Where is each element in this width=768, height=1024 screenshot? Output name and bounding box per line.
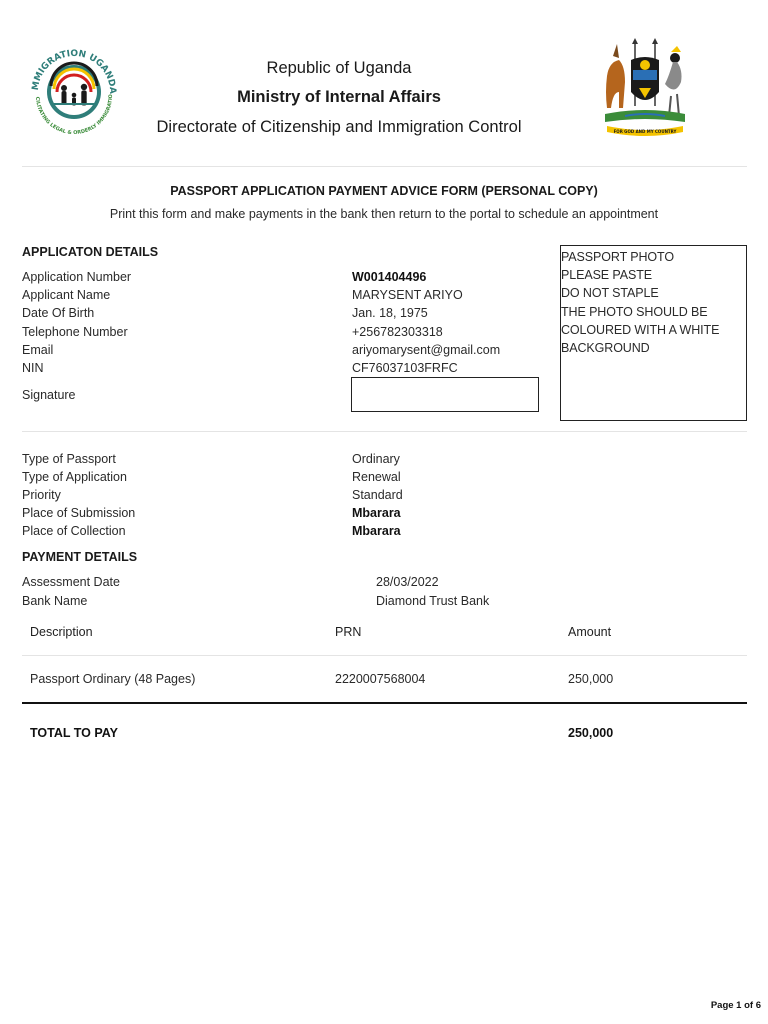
priority-value: Standard xyxy=(352,488,403,502)
directorate-name: Directorate of Citizenship and Immigration Control xyxy=(156,118,522,136)
submission-place-value: Mbarara xyxy=(352,506,401,520)
total-label: TOTAL TO PAY xyxy=(30,726,118,740)
photo-instruction-line: COLOURED WITH A WHITE xyxy=(561,322,720,337)
passport-type-label: Type of Passport xyxy=(22,452,116,466)
collection-place-label: Place of Collection xyxy=(22,524,126,538)
photo-instruction-line: BACKGROUND xyxy=(561,341,650,356)
photo-instruction-line: PASSPORT PHOTO xyxy=(561,250,674,264)
country-name: Republic of Uganda xyxy=(266,59,412,77)
total-divider xyxy=(22,702,747,704)
table-header-description: Description xyxy=(30,625,93,639)
logo-left-bottom-text: CILITATING LEGAL & ORDERLY IMMIGRATIO xyxy=(33,94,115,137)
logo-left-top-text: MMIGRATION UGANDA xyxy=(30,48,118,95)
applicant-details-heading: APPLICATON DETAILS xyxy=(22,245,159,259)
telephone-number-value: +256782303318 xyxy=(352,325,443,339)
telephone-number-label: Telephone Number xyxy=(22,325,128,339)
table-header-prn: PRN xyxy=(335,625,362,639)
date-of-birth-value: Jan. 18, 1975 xyxy=(352,306,428,320)
header-divider xyxy=(22,166,747,167)
date-of-birth-label: Date Of Birth xyxy=(22,306,95,320)
coat-of-arms-motto: FOR GOD AND MY COUNTRY xyxy=(613,129,677,134)
bank-name-label: Bank Name xyxy=(22,594,88,608)
total-value: 250,000 xyxy=(568,726,614,740)
passport-photo-box xyxy=(560,245,747,421)
form-instructions: Print this form and make payments in the bank then return to the portal to schedule an appointment xyxy=(109,207,659,221)
nin-value: CF76037103FRFC xyxy=(352,361,458,375)
collection-place-value: Mbarara xyxy=(352,524,401,538)
application-number-label: Application Number xyxy=(22,270,132,284)
submission-place-label: Place of Submission xyxy=(22,506,136,520)
assessment-date-label: Assessment Date xyxy=(22,575,120,589)
bank-name-value: Diamond Trust Bank xyxy=(376,594,490,608)
email-value: ariyomarysent@gmail.com xyxy=(352,343,501,357)
photo-instruction-line: PLEASE PASTE xyxy=(561,268,652,283)
table-header-divider xyxy=(22,655,747,656)
application-type-value: Renewal xyxy=(352,470,401,484)
signature-box xyxy=(351,377,539,412)
payment-details-heading: PAYMENT DETAILS xyxy=(22,550,138,564)
photo-instruction-line: DO NOT STAPLE xyxy=(561,286,659,301)
row-amount: 250,000 xyxy=(568,672,614,686)
page-number: Page 1 of 6 xyxy=(710,1000,761,1011)
applicant-name-label: Applicant Name xyxy=(22,288,111,302)
signature-label: Signature xyxy=(22,388,76,402)
application-number-value: W001404496 xyxy=(352,270,427,284)
application-type-label: Type of Application xyxy=(22,470,127,484)
photo-instruction-line: THE PHOTO SHOULD BE xyxy=(561,304,708,319)
coat-of-arms-emblem xyxy=(595,36,695,140)
applicant-name-value: MARYSENT ARIYO xyxy=(352,288,463,302)
table-header-amount: Amount xyxy=(568,625,612,639)
row-prn: 2220007568004 xyxy=(335,672,426,686)
row-description: Passport Ordinary (48 Pages) xyxy=(30,672,196,686)
priority-label: Priority xyxy=(22,488,61,502)
email-label: Email xyxy=(22,343,54,357)
assessment-date-value: 28/03/2022 xyxy=(376,575,439,589)
form-title: PASSPORT APPLICATION PAYMENT ADVICE FORM (PERSONAL COPY) xyxy=(170,184,598,198)
nin-label: NIN xyxy=(22,361,44,375)
section-divider xyxy=(22,431,747,432)
passport-type-value: Ordinary xyxy=(352,452,400,466)
ministry-name: Ministry of Internal Affairs xyxy=(237,88,441,106)
